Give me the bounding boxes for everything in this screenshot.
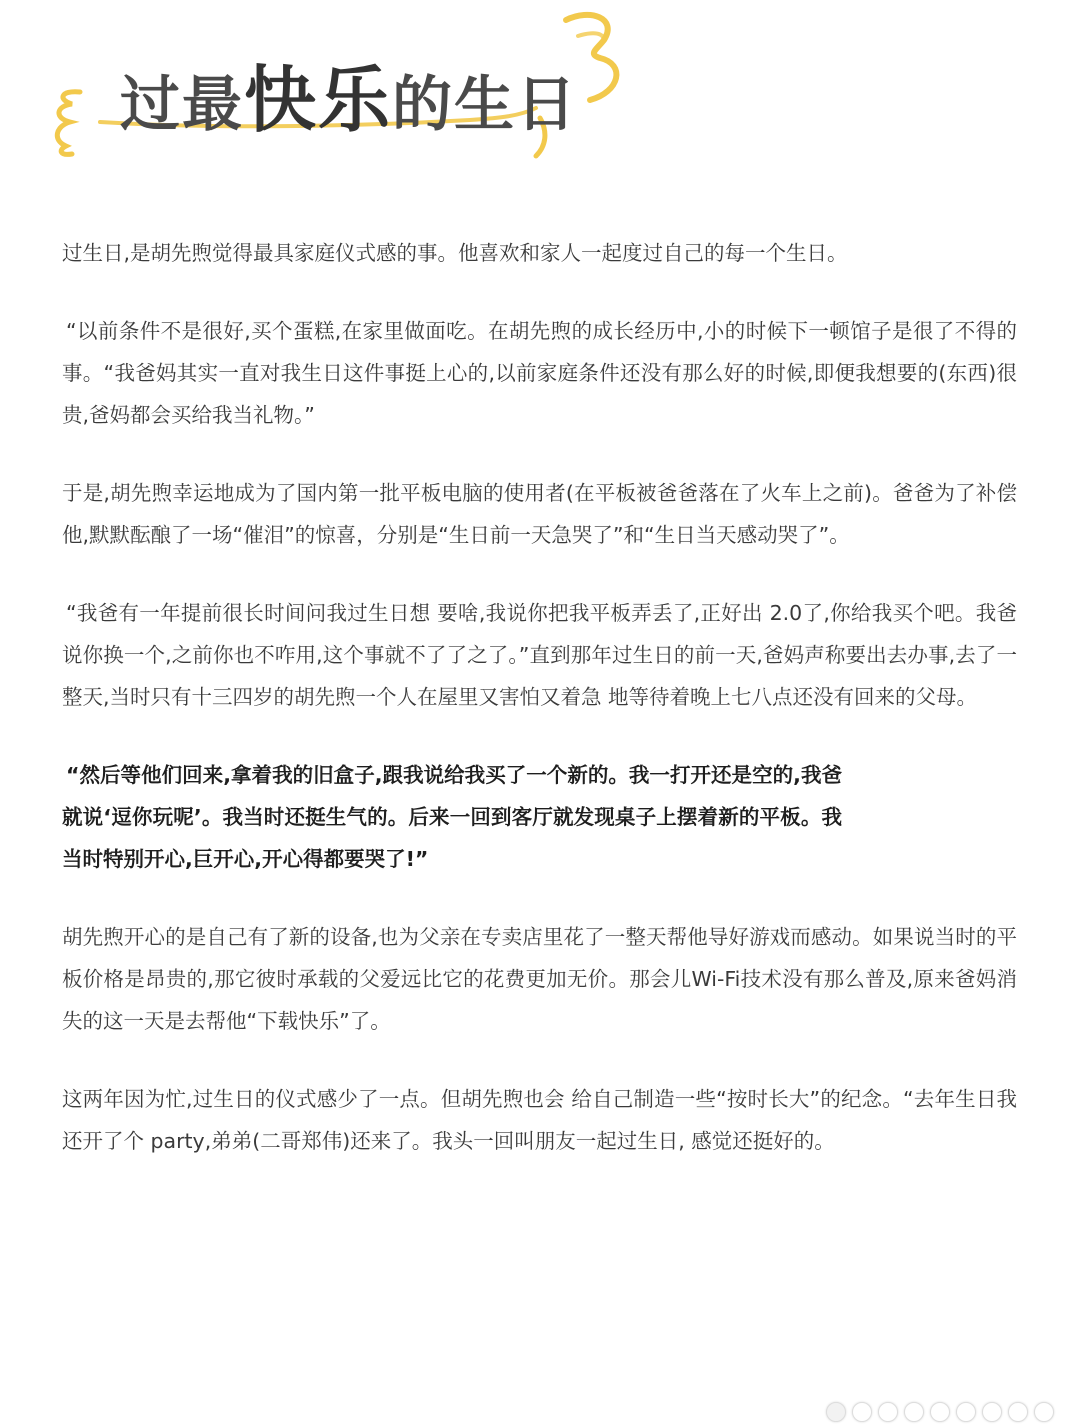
paragraph-6: 胡先煦开心的是自己有了新的设备,也为父亲在专卖店里花了一整天帮他导好游戏而感动。如果说当时的平板价格是昂贵的,那它彼时承载的父爱远比它的花费更加无价。那会儿Wi-Fi技术没有那么普及,原来爸妈消失的这一天是去帮他“下载快乐”了。 xyxy=(62,925,1017,1033)
page-dot[interactable] xyxy=(878,1402,898,1422)
page-indicator xyxy=(826,1402,1054,1422)
page-dot[interactable] xyxy=(1034,1402,1054,1422)
page-dot[interactable] xyxy=(956,1402,976,1422)
page-dot[interactable] xyxy=(852,1402,872,1422)
title-part-1: 过最 xyxy=(120,70,244,140)
page-dot[interactable] xyxy=(930,1402,950,1422)
paragraph-4: “我爸有一年提前很长时间问我过生日想 要啥,我说你把我平板弄丢了,正好出 2.0了,你给我买个吧。我爸说你换一个,之前你也不咋用,这个事就不了了之了。”直到那年过生日的前一天,爸妈声称要出去办事,去了一整天,当时只有十三四岁的胡先煦一个人在屋里又害怕又着急 地等待着晚上七八点还没有回来的父母。 xyxy=(62,601,1017,709)
paragraph-5-quote: “然后等他们回来,拿着我的旧盒子,跟我说给我买了一个新的。我一打开还是空的,我爸就说‘逗你玩呢’。我当时还挺生气的。后来一回到客厅就发现桌子上摆着新的平板。我当时特别开心,巨开心,开心得都要哭了!” xyxy=(62,763,842,871)
page-dot[interactable] xyxy=(982,1402,1002,1422)
page-dot[interactable] xyxy=(904,1402,924,1422)
page-dot[interactable] xyxy=(1008,1402,1028,1422)
page-title xyxy=(120,42,578,146)
paragraph-2: “以前条件不是很好,买个蛋糕,在家里做面吃。在胡先煦的成长经历中,小的时候下一顿馆子是很了不得的事。“我爸妈其实一直对我生日这件事挺上心的,以前家庭条件还没有那么好的时候,即便我想要的(东西)很贵,爸妈都会买给我当礼物。” xyxy=(62,319,1017,427)
article-body xyxy=(62,232,1017,1198)
title-part-2: 快乐 xyxy=(244,57,393,142)
paragraph-1: 过生日,是胡先煦觉得最具家庭仪式感的事。他喜欢和家人一起度过自己的每一个生日。 xyxy=(62,241,848,265)
title-part-3: 的生日 xyxy=(392,70,579,140)
paragraph-3: 于是,胡先煦幸运地成为了国内第一批平板电脑的使用者(在平板被爸爸落在了火车上之前)。爸爸为了补偿他,默默酝酿了一场“催泪”的惊喜，分别是“生日前一天急哭了”和“生日当天感动哭了”。 xyxy=(62,481,1017,547)
article-header xyxy=(0,0,1072,180)
paragraph-7: 这两年因为忙,过生日的仪式感少了一点。但胡先煦也会 给自己制造一些“按时长大”的纪念。“去年生日我还开了个 party,弟弟(二哥郑伟)还来了。我头一回叫朋友一起过生日, 感觉还挺好的。 xyxy=(62,1087,1017,1153)
page-dot[interactable] xyxy=(826,1402,846,1422)
